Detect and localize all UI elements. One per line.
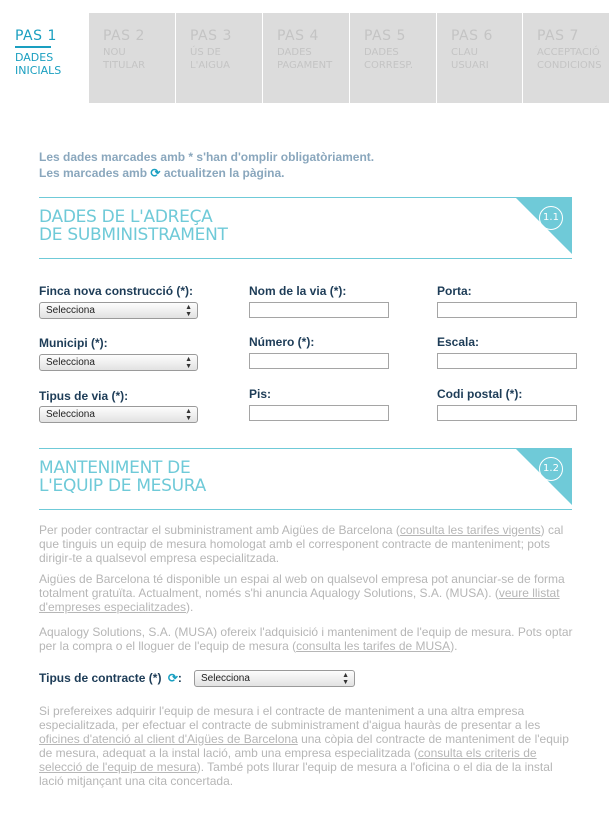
- step-6-label: CLAU USUARI: [451, 47, 489, 71]
- step-6[interactable]: [437, 13, 522, 103]
- oficines-atencio-link[interactable]: oficines d'atenció al client d'Aigües de Barcelona: [39, 732, 298, 746]
- section-number-badge: 1.1: [539, 206, 563, 230]
- step-7-number: PAS 7: [537, 28, 579, 44]
- step-3-number: PAS 3: [190, 28, 232, 44]
- step-4-label: DADES PAGAMENT: [277, 47, 333, 71]
- paragraph-3: Aqualogy Solutions, S.A. (MUSA) ofereix l'adquisició i manteniment de l'equip de mesura. Pots optar per la compra o el lloguer de l'equip de mesura (consulta les tarifes de MUSA).: [39, 625, 573, 653]
- step-4-number: PAS 4: [277, 28, 319, 44]
- step-7-label: ACCEPTACIÓ CONDICIONS: [537, 47, 602, 71]
- finca-select[interactable]: Selecciona ▲ ▼: [39, 302, 198, 319]
- step-2-label: NOU TITULAR: [103, 47, 146, 71]
- step-6-number: PAS 6: [451, 28, 493, 44]
- step-1-label: DADES INICIALS: [15, 51, 62, 77]
- numero-label: Número (*):: [249, 335, 315, 349]
- paragraph-1: Per poder contractar el subministrament amb Aigües de Barcelona (consulta les tarifes vigents) cal que tinguis un equip de mesura homologat amb el corresponent contracte de manteniment; pots dirigir-te a qualsevol empresa especialitzada.: [39, 523, 564, 565]
- step-4[interactable]: [263, 13, 349, 103]
- step-5[interactable]: [350, 13, 436, 103]
- required-note: [39, 149, 374, 181]
- section-number-badge: 1.2: [539, 457, 563, 481]
- section-address-header: [39, 197, 572, 259]
- escala-input[interactable]: [437, 353, 577, 369]
- step-5-label: DADES CORRESP.: [364, 47, 414, 71]
- pis-label: Pis:: [249, 387, 272, 401]
- criteris-seleccio-link[interactable]: consulta els criteris de selecció de l'equip de mesura: [39, 746, 537, 774]
- step-7[interactable]: [523, 13, 609, 103]
- escala-label: Escala:: [437, 335, 480, 349]
- step-2[interactable]: [89, 13, 175, 103]
- select-arrows-icon: ▲ ▼: [185, 304, 192, 318]
- select-arrows-icon: ▲ ▼: [342, 672, 349, 686]
- step-5-number: PAS 5: [364, 28, 406, 44]
- paragraph-4: Si prefereixes adquirir l'equip de mesura i el contracte de manteniment a una altra empresa especialitzada, per efectuar el contracte de subministrament d'aigua hauràs de presentar a les oficines d'atenció al client d'Aigües de Barcelona una còpia del contracte de manteniment de l'equip de mesura, adequat a la instal lació, amb una empresa especialitzada (consulta els criteris de selecció de l'equip de mesura). També pots llurar l'equip de mesura a l'oficina o el dia de la instal lació mitjançant una cita concertada.: [39, 704, 569, 788]
- nom-via-label: Nom de la via (*):: [249, 284, 347, 298]
- pis-input[interactable]: [249, 405, 389, 421]
- codi-postal-label: Codi postal (*):: [437, 387, 523, 401]
- section-address-title: DADES DE L'ADREÇA DE SUBMINISTRAMENT: [39, 207, 228, 245]
- tarifes-musa-link[interactable]: consulta les tarifes de MUSA: [296, 639, 451, 653]
- step-1-number: PAS 1: [15, 28, 57, 44]
- refresh-icon: ⟳: [167, 671, 178, 685]
- step-3-label: ÚS DE L'AIGUA: [190, 47, 231, 71]
- codi-postal-input[interactable]: [437, 405, 577, 421]
- select-arrows-icon: ▲ ▼: [185, 408, 192, 422]
- municipi-label: Municipi (*):: [39, 336, 108, 350]
- porta-input[interactable]: [437, 302, 577, 318]
- municipi-select[interactable]: Selecciona ▲ ▼: [39, 354, 198, 371]
- step-1-underline: [15, 46, 51, 48]
- nom-via-input[interactable]: [249, 302, 389, 318]
- step-3[interactable]: [176, 13, 262, 103]
- contract-type-label: Tipus de contracte (*) ⟳:: [39, 671, 182, 685]
- porta-label: Porta:: [437, 284, 472, 298]
- tarifes-vigents-link[interactable]: consulta les tarifes vigents: [399, 523, 541, 537]
- step-1[interactable]: [0, 13, 88, 103]
- numero-input[interactable]: [249, 353, 389, 369]
- tipus-via-label: Tipus de via (*):: [39, 389, 129, 403]
- finca-label: Finca nova construcció (*):: [39, 284, 194, 298]
- step-2-number: PAS 2: [103, 28, 145, 44]
- paragraph-2: Aigües de Barcelona té disponible un espai al web on qualsevol empresa pot anunciar-se de forma totalment gratuïta. Actualment, només s'hi anuncia Aqualogy Solutions, S.A. (MUSA). (veure llistat d'empreses especialitzades).: [39, 572, 565, 614]
- steps-bar: [0, 0, 609, 103]
- llistat-empreses-link[interactable]: veure llistat d'empreses especialitzades: [39, 586, 560, 614]
- contract-type-select[interactable]: Selecciona ▲ ▼: [194, 670, 355, 687]
- required-note-line2: Les marcades amb ⟳ actualitzen la pàgina.: [39, 166, 285, 180]
- section-maintenance-title: MANTENIMENT DE L'EQUIP DE MESURA: [39, 458, 206, 496]
- required-note-line1: Les dades marcades amb * s'han d'omplir obligatòriament.: [39, 150, 375, 164]
- tipus-via-select[interactable]: Selecciona ▲ ▼: [39, 406, 198, 423]
- section-maintenance-header: [39, 448, 572, 510]
- refresh-icon: ⟳: [150, 166, 161, 180]
- select-arrows-icon: ▲ ▼: [185, 356, 192, 370]
